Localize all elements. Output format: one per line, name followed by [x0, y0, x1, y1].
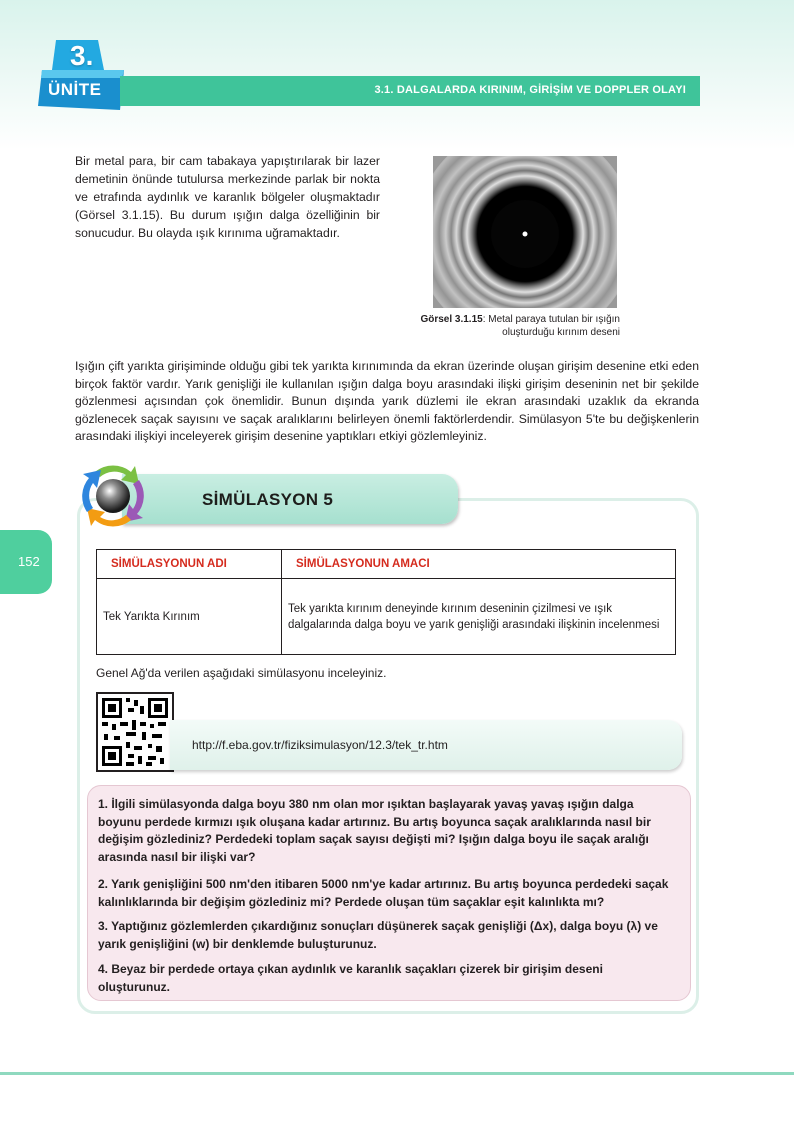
table-cell-purpose: Tek yarıkta kırınım deneyinde kırınım deseninin çizilmesi ve ışık dalgalarında dalga boyu ve yarık genişliği arasındaki ilişkinin incelenmesi [282, 579, 676, 655]
simulation-title-tab [122, 474, 458, 524]
page-number-tab [0, 530, 52, 594]
body-paragraph: Işığın çift yarıkta girişiminde olduğu gibi tek yarıkta kırınımında da ekran üzerinde oluşan girişim desenine etki eden birçok faktör vardır. Yarık genişliği ile kullanılan ışığın dalga boyu arasındaki ilişki girişim deseninin net bir şekilde gözlenmesi açısından çok önemlidir. Bunun dışında yarık düzlemi ile ekran arasındaki uzaklık da ekranda gözlenecek saçak sayısını ve saçak aralıklarını belirleyen önemli faktörlerdendir. Simülasyon 5'te bu değişkenlerin arasındaki ilişkiyi inceleyerek girişim desenine yaptıkları etkiyi gözlemleyiniz. [75, 359, 699, 444]
diffraction-photo [433, 156, 617, 308]
simulation-cycle-icon [75, 458, 151, 534]
simulation-note: Genel Ağ'da verilen aşağıdaki simülasyonu inceleyiniz. [96, 666, 387, 680]
questions-box [87, 785, 691, 1001]
question-4: 4. Beyaz bir perdede ortaya çıkan aydınlık ve karanlık saçakları çizerek bir girişim deseni oluşturunuz. [98, 962, 603, 994]
intro-paragraph: Bir metal para, bir cam tabakaya yapıştırılarak bir lazer demetinin önünde tutulursa merkezinde parlak bir nokta ve etrafında aydınlık ve karanlık bölgeler oluşmaktadır (Görsel 3.1.15). Bu durum ışığın dalga özelliğinin bir sonucudur. Bu olayda ışık kırınıma uğramaktadır. [75, 154, 380, 240]
question-3: 3. Yaptığınız gözlemlerden çıkardığınız sonuçları düşünerek saçak genişliği (Δx), dalga boyu (λ) ve yarık genişliğini (w) bir denklemde buluşturunuz. [98, 919, 658, 951]
page-number: 152 [18, 554, 40, 569]
footer-line [0, 1072, 794, 1075]
simulation-link[interactable]: http://f.eba.gov.tr/fiziksimulasyon/12.3/tek_tr.htm [192, 738, 448, 752]
section-title: 3.1. DALGALARDA KIRINIM, GİRİŞİM VE DOPPLER OLAYI [374, 84, 686, 96]
table-header-name: SİMÜLASYONUN ADI [97, 550, 282, 579]
figure-caption-label: Görsel 3.1.15 [420, 314, 483, 325]
question-2: 2. Yarık genişliğini 500 nm'den itibaren 5000 nm'ye kadar artırınız. Bu artış boyunca perdedeki saçak kalınlıklarında bir değişim gözlediniz mi? Perdede oluşan tüm saçaklar eşit kalınlıkta mı? [98, 877, 669, 909]
question-1: 1. İlgili simülasyonda dalga boyu 380 nm olan mor ışıktan başlayarak yavaş yavaş ışığın dalga boyunu perdede kırmızı ışık oluşana kadar artırınız. Bu artış boyunca saçak aralıklarında nasıl bir değişim gözlediniz? Perdedeki toplam saçak sayısı değişti mi? Işığın dalga boyu ile saçak aralığı arasında nasıl bir ilişki var? [98, 797, 651, 864]
table-header-purpose: SİMÜLASYONUN AMACI [282, 550, 676, 579]
simulation-link-bar[interactable] [170, 720, 682, 770]
figure-caption-text: : Metal paraya tutulan bir ışığın oluşturduğu kırınım deseni [482, 314, 620, 338]
table-cell-name: Tek Yarıkta Kırınım [97, 579, 282, 655]
simulation-title: SİMÜLASYON 5 [202, 490, 334, 509]
unit-number: 3. [70, 40, 94, 71]
unit-label: ÜNİTE [48, 80, 102, 99]
section-header-bar [120, 76, 700, 106]
simulation-info-table [96, 549, 676, 655]
figure-caption [420, 313, 620, 339]
qr-code-icon[interactable] [96, 692, 174, 772]
